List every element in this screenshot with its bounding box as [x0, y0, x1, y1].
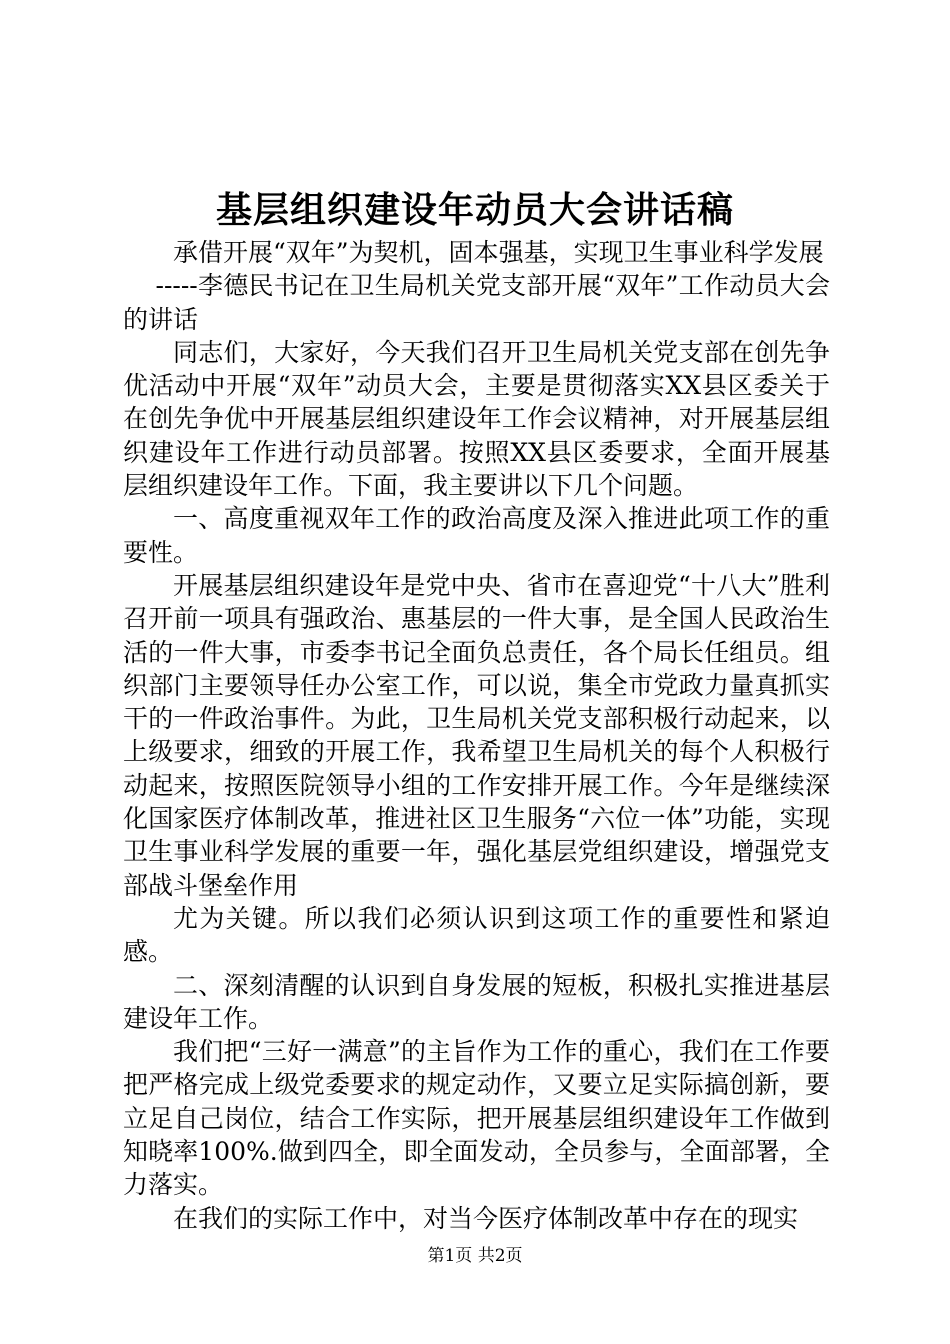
speaker-attribution: -----李德民书记在卫生局机关党支部开展“双年”工作动员大会的讲话 [123, 271, 830, 334]
document-body [123, 236, 830, 1235]
body-paragraph: 开展基层组织建设年是党中央、省市在喜迎党“十八大”胜利召开前一项具有强政治、惠基层的一件大事，是全国人民政治生活的一件大事，市委李书记全面负总责任，各个局长任组员。组织部门主要领导任办公室工作，可以说，集全市党政力量真抓实干的一件政治事件。为此，卫生局机关党支部积极行动起来，以上级要求，细致的开展工作，我希望卫生局机关的每个人积极行动起来，按照医院领导小组的工作安排开展工作。今年是继续深化国家医疗体制改革，推进社区卫生服务“六位一体”功能，实现卫生事业科学发展的重要一年，强化基层党组织建设，增强党支部战斗堡垒作用 [123, 570, 830, 900]
body-paragraph: 在我们的实际工作中，对当今医疗体制改革中存在的现实 [173, 1203, 799, 1233]
body-paragraph: 尤为关键。所以我们必须认识到这项工作的重要性和紧迫感。 [123, 903, 830, 967]
section-heading-1: 一、高度重视双年工作的政治高度及深入推进此项工作的重要性。 [123, 504, 830, 567]
page-number-footer: 第1页 共2页 [427, 1246, 523, 1266]
body-paragraph: 我们把“三好一满意”的主旨作为工作的重心，我们在工作要把严格完成上级党委要求的规定动作，又要立足实际搞创新，要立足自己岗位，结合工作实际，把开展基层组织建设年工作做到知晓率100%.做到四全，即全面发动，全员参与，全面部署，全力落实。 [123, 1037, 830, 1200]
subtitle-paragraph: 承借开展“双年”为契机，固本强基，实现卫生事业科学发展 [173, 238, 824, 267]
body-paragraph: 同志们，大家好，今天我们召开卫生局机关党支部在创先争优活动中开展“双年”动员大会，主要是贯彻落实XX县区委关于在创先争优中开展基层组织建设年工作会议精神，对开展基层组织建设年工作进行动员部署。按照XX县区委要求，全面开展基层组织建设年工作。下面，我主要讲以下几个问题。 [123, 337, 830, 501]
section-heading-2: 二、深刻清醒的认识到自身发展的短板，积极扎实推进基层建设年工作。 [123, 970, 830, 1033]
document-title: 基层组织建设年动员大会讲话稿 [215, 189, 734, 231]
